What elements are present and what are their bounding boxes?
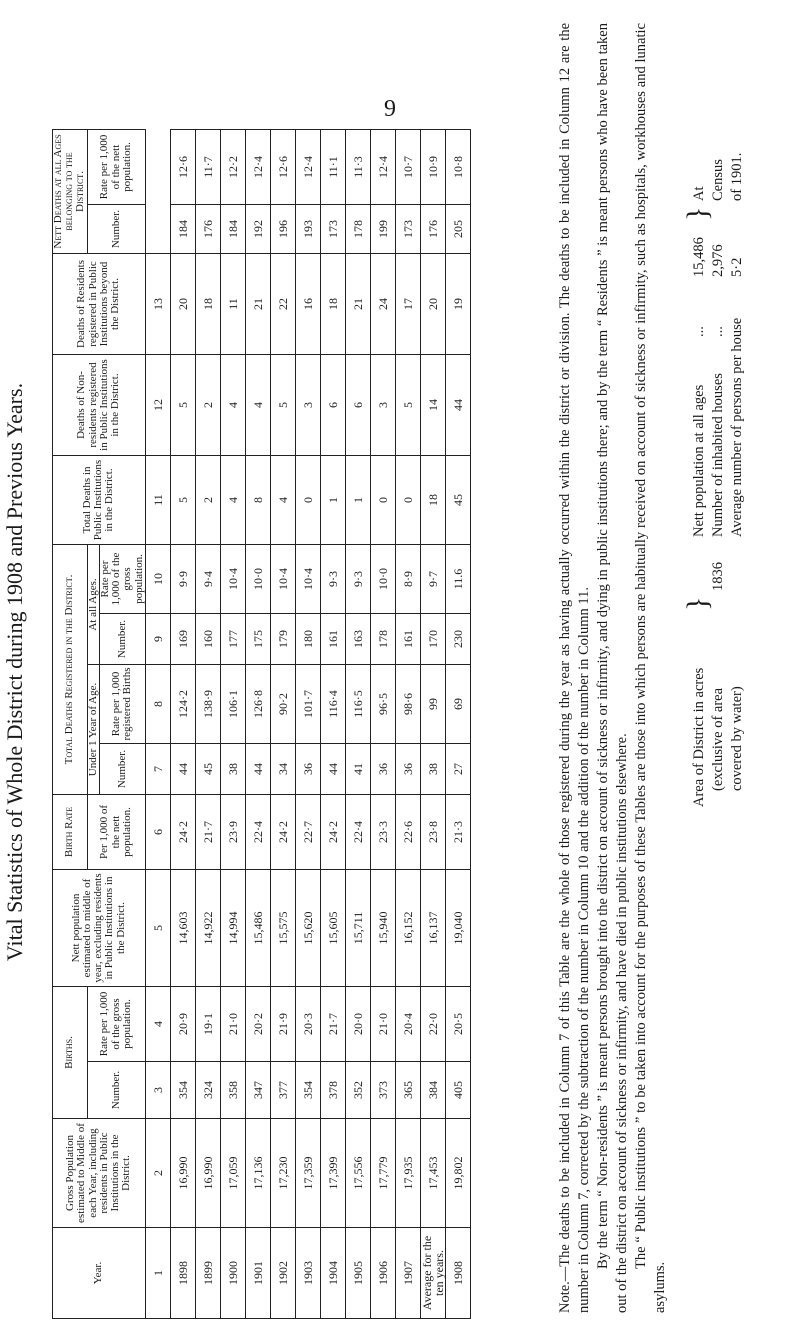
residents-beyond-cell: 19 — [446, 254, 471, 355]
nett-population-cell: 14,922 — [195, 870, 220, 987]
nett-death-rate-cell: 12·2 — [220, 130, 245, 205]
area-value: 1836 — [710, 562, 726, 591]
birth-rate-gross-cell: 20·4 — [395, 987, 420, 1062]
header-nett-population: Nett population estimated to middle of year, excluding residents in Public Institutions in the District. — [53, 870, 146, 987]
institution-deaths-cell: 2 — [195, 456, 220, 545]
nett-death-rate-cell: 12·4 — [245, 130, 270, 205]
nett-pop-dots: ... — [691, 326, 707, 337]
header-year: Year. — [53, 1228, 146, 1319]
area-sub1: (exclusive of area — [710, 687, 726, 791]
birth-rate-gross-cell: 21·0 — [220, 987, 245, 1062]
nett-deaths-cell: 199 — [370, 205, 395, 254]
births-cell: 378 — [320, 1062, 345, 1119]
institution-deaths-cell: 4 — [220, 456, 245, 545]
nett-deaths-cell: 184 — [170, 205, 195, 254]
header-total-deaths-group: Total Deaths Registered in the District. — [53, 545, 88, 795]
table-row — [245, 130, 270, 1319]
residents-beyond-cell: 18 — [320, 254, 345, 355]
non-resident-deaths-cell: 4 — [220, 355, 245, 456]
births-cell: 352 — [345, 1062, 370, 1119]
residents-beyond-cell: 21 — [245, 254, 270, 355]
table-row — [446, 130, 471, 1319]
houses-dots: ... — [710, 326, 726, 337]
gross-population-cell: 17,059 — [220, 1119, 245, 1228]
all-ages-rate-cell: 9·7 — [420, 545, 445, 614]
birth-rate-nett-cell: 21·7 — [195, 795, 220, 870]
column-number: 9 — [145, 614, 170, 665]
birth-rate-gross-cell: 20·9 — [170, 987, 195, 1062]
birth-rate-gross-cell: 20·2 — [245, 987, 270, 1062]
residents-beyond-cell: 22 — [270, 254, 295, 355]
under-one-deaths-cell: 44 — [170, 744, 195, 795]
all-ages-deaths-cell: 179 — [270, 614, 295, 665]
note-text-1: The deaths to be included in Column 7 of this Table are the whole of those registered during the year as having actually occurred within the district or division. The deaths to be included in Column 12 are the number in Column 7, corrected by the subtraction of the number in Column 10 and the addition of the number in Column 11. — [557, 23, 592, 1313]
non-resident-deaths-cell: 6 — [320, 355, 345, 456]
table-row — [220, 130, 245, 1319]
year-cell: 1900 — [220, 1228, 245, 1319]
all-ages-deaths-cell: 169 — [170, 614, 195, 665]
nett-population-cell: 16,137 — [420, 870, 445, 987]
table-row — [395, 130, 420, 1319]
gross-population-cell: 17,230 — [270, 1119, 295, 1228]
residents-beyond-cell: 16 — [295, 254, 320, 355]
all-ages-rate-cell: 11.6 — [446, 545, 471, 614]
all-ages-deaths-cell: 175 — [245, 614, 270, 665]
all-ages-rate-cell: 9·3 — [345, 545, 370, 614]
non-resident-deaths-cell: 3 — [370, 355, 395, 456]
residents-beyond-cell: 17 — [395, 254, 420, 355]
nett-deaths-cell: 196 — [270, 205, 295, 254]
nett-death-rate-cell: 10·8 — [446, 130, 471, 205]
header-non-residents: Deaths of Non-residents registered in Public Institutions in the District. — [53, 355, 146, 456]
year-cell: 1898 — [170, 1228, 195, 1319]
header-all-ages: At all Ages. — [87, 545, 99, 665]
gross-population-cell: 16,990 — [170, 1119, 195, 1228]
birth-rate-nett-cell: 22·6 — [395, 795, 420, 870]
gross-population-cell: 17,136 — [245, 1119, 270, 1228]
birth-rate-gross-cell: 20·5 — [446, 987, 471, 1062]
column-number: 4 — [145, 987, 170, 1062]
header-residents-beyond: Deaths of Residents registered in Public Institutions beyond the District. — [53, 254, 146, 355]
births-cell: 373 — [370, 1062, 395, 1119]
year-cell: 1901 — [245, 1228, 270, 1319]
gross-population-cell: 16,990 — [195, 1119, 220, 1228]
non-resident-deaths-cell: 3 — [295, 355, 320, 456]
nett-death-rate-cell: 12·4 — [370, 130, 395, 205]
all-ages-deaths-cell: 163 — [345, 614, 370, 665]
all-ages-rate-cell: 9·4 — [195, 545, 220, 614]
page-number: 9 — [384, 96, 396, 122]
nett-death-rate-cell: 12·4 — [295, 130, 320, 205]
under-one-rate-cell: 101·7 — [295, 665, 320, 744]
institution-deaths-cell: 8 — [245, 456, 270, 545]
all-ages-rate-cell: 9·9 — [170, 545, 195, 614]
table-row — [195, 130, 220, 1319]
nett-deaths-cell: 193 — [295, 205, 320, 254]
nett-deaths-cell: 176 — [195, 205, 220, 254]
under-one-rate-cell: 98·6 — [395, 665, 420, 744]
avg-value: 5·2 — [729, 257, 745, 277]
table-row — [345, 130, 370, 1319]
table-summary — [420, 130, 470, 1319]
table-row — [170, 130, 195, 1319]
under-one-rate-cell: 69 — [446, 665, 471, 744]
institution-deaths-cell: 18 — [420, 456, 445, 545]
houses-label: Number of inhabited houses — [710, 373, 726, 537]
nett-deaths-cell: 176 — [420, 205, 445, 254]
under-one-rate-cell: 116·4 — [320, 665, 345, 744]
area-brace: } — [681, 596, 714, 611]
header-nett-deaths-rate: Rate per 1,000 of the nett population. — [87, 130, 145, 205]
institution-deaths-cell: 0 — [395, 456, 420, 545]
year-cell: 1907 — [395, 1228, 420, 1319]
birth-rate-nett-cell: 24·2 — [170, 795, 195, 870]
census-label-2: Census — [710, 159, 726, 201]
gross-population-cell: 17,779 — [370, 1119, 395, 1228]
non-resident-deaths-cell: 5 — [395, 355, 420, 456]
nett-pop-label: Nett population at all ages — [691, 384, 707, 537]
nett-population-cell: 14,994 — [220, 870, 245, 987]
birth-rate-gross-cell: 22·0 — [420, 987, 445, 1062]
year-cell: 1903 — [295, 1228, 320, 1319]
year-cell: 1908 — [446, 1228, 471, 1319]
residents-beyond-cell: 11 — [220, 254, 245, 355]
under-one-rate-cell: 126·8 — [245, 665, 270, 744]
header-nett-deaths-number: Number. — [87, 205, 145, 254]
header-deaths-institutions: Total Deaths in Public Institutions in the District. — [53, 456, 146, 545]
all-ages-rate-cell: 10·0 — [245, 545, 270, 614]
nett-deaths-cell: 205 — [446, 205, 471, 254]
nett-death-rate-cell: 12·6 — [170, 130, 195, 205]
header-birth-rate-group: Birth Rate — [53, 795, 88, 870]
houses-value: 2,976 — [710, 244, 726, 277]
header-gross-population: Gross Population estimated to Middle of each Year, including residents in Public Institutions in the District. — [53, 1119, 146, 1228]
nett-pop-value: 15,486 — [691, 237, 707, 277]
births-cell: 377 — [270, 1062, 295, 1119]
year-cell: 1899 — [195, 1228, 220, 1319]
all-ages-deaths-cell: 161 — [320, 614, 345, 665]
under-one-deaths-cell: 45 — [195, 744, 220, 795]
institution-deaths-cell: 1 — [345, 456, 370, 545]
nett-population-cell: 15,620 — [295, 870, 320, 987]
nett-death-rate-cell: 10·9 — [420, 130, 445, 205]
nett-death-rate-cell: 11·7 — [195, 130, 220, 205]
area-sub2: covered by water) — [729, 686, 745, 791]
under-one-rate-cell: 99 — [420, 665, 445, 744]
under-one-deaths-cell: 36 — [395, 744, 420, 795]
gross-population-cell: 17,935 — [395, 1119, 420, 1228]
all-ages-deaths-cell: 178 — [370, 614, 395, 665]
residents-beyond-cell: 20 — [170, 254, 195, 355]
under-one-rate-cell: 124·2 — [170, 665, 195, 744]
nett-population-cell: 15,575 — [270, 870, 295, 987]
under-one-rate-cell: 116·5 — [345, 665, 370, 744]
vital-statistics-table — [52, 129, 471, 1319]
birth-rate-nett-cell: 22·7 — [295, 795, 320, 870]
nett-population-cell: 15,486 — [245, 870, 270, 987]
births-cell: 354 — [295, 1062, 320, 1119]
under-one-deaths-cell: 41 — [345, 744, 370, 795]
under-one-rate-cell: 106·1 — [220, 665, 245, 744]
non-resident-deaths-cell: 14 — [420, 355, 445, 456]
census-label-3: of 1901. — [729, 152, 745, 201]
nett-population-cell: 15,711 — [345, 870, 370, 987]
birth-rate-nett-cell: 23·8 — [420, 795, 445, 870]
birth-rate-gross-cell: 21·7 — [320, 987, 345, 1062]
births-cell: 358 — [220, 1062, 245, 1119]
gross-population-cell: 17,556 — [345, 1119, 370, 1228]
header-birth-rate: Per 1,000 of the nett population. — [87, 795, 145, 870]
birth-rate-gross-cell: 20·0 — [345, 987, 370, 1062]
all-ages-rate-cell: 10·4 — [270, 545, 295, 614]
institution-deaths-cell: 0 — [295, 456, 320, 545]
nett-population-cell: 15,940 — [370, 870, 395, 987]
birth-rate-nett-cell: 21·3 — [446, 795, 471, 870]
column-number: 3 — [145, 1062, 170, 1119]
gross-population-cell: 19,802 — [446, 1119, 471, 1228]
all-ages-deaths-cell: 160 — [195, 614, 220, 665]
year-cell: 1904 — [320, 1228, 345, 1319]
non-resident-deaths-cell: 5 — [170, 355, 195, 456]
gross-population-cell: 17,359 — [295, 1119, 320, 1228]
birth-rate-gross-cell: 21·0 — [370, 987, 395, 1062]
institution-deaths-cell: 1 — [320, 456, 345, 545]
all-ages-rate-cell: 8·9 — [395, 545, 420, 614]
births-cell: 365 — [395, 1062, 420, 1119]
table-row — [320, 130, 345, 1319]
column-number: 5 — [145, 870, 170, 987]
births-cell: 405 — [446, 1062, 471, 1119]
table-body — [170, 130, 420, 1319]
note-paragraph-1 — [556, 23, 594, 1313]
column-number: 11 — [145, 456, 170, 545]
nett-population-cell: 19,040 — [446, 870, 471, 987]
column-number: 13 — [145, 254, 170, 355]
under-one-rate-cell: 90·2 — [270, 665, 295, 744]
residents-beyond-cell: 20 — [420, 254, 445, 355]
nett-deaths-cell: 178 — [345, 205, 370, 254]
column-number: 8 — [145, 665, 170, 744]
birth-rate-gross-cell: 19·1 — [195, 987, 220, 1062]
header-nett-deaths-group: Nett Deaths at all Ages belonging to the District. — [53, 130, 88, 254]
header-all-ages-rate: Rate per 1,000 of the gross population. — [99, 545, 145, 614]
residents-beyond-cell: 18 — [195, 254, 220, 355]
column-number: 2 — [145, 1119, 170, 1228]
nett-death-rate-cell: 12·6 — [270, 130, 295, 205]
all-ages-deaths-cell: 177 — [220, 614, 245, 665]
institution-deaths-cell: 5 — [170, 456, 195, 545]
table-row — [295, 130, 320, 1319]
year-cell: Average for the ten years. — [420, 1228, 445, 1319]
births-cell: 347 — [245, 1062, 270, 1119]
note-paragraph-2: By the term “ Non-residents ” is meant persons brought into the district on account of sickness or infirmity, and dying in public institutions there; and by the term “ Residents ” is meant persons who have been taken out of the district on account of sickness or infirmity, and have died in public institutions elsewhere. — [595, 23, 630, 1313]
all-ages-rate-cell: 9·3 — [320, 545, 345, 614]
nett-death-rate-cell: 11·1 — [320, 130, 345, 205]
all-ages-deaths-cell: 161 — [395, 614, 420, 665]
column-number: 12 — [145, 355, 170, 456]
header-under-one-rate: Rate per 1,000 registered Births — [99, 665, 145, 744]
all-ages-rate-cell: 10·4 — [295, 545, 320, 614]
gross-population-cell: 17,399 — [320, 1119, 345, 1228]
institution-deaths-cell: 45 — [446, 456, 471, 545]
nett-deaths-cell: 173 — [320, 205, 345, 254]
under-one-deaths-cell: 27 — [446, 744, 471, 795]
column-number: 10 — [145, 545, 170, 614]
under-one-deaths-cell: 36 — [295, 744, 320, 795]
institution-deaths-cell: 4 — [270, 456, 295, 545]
table-row — [270, 130, 295, 1319]
note-paragraph-3: The “ Public institutions ” to be taken into account for the purposes of these Tables are those into which persons are habitually received on account of sickness or infirmity, such as hospitals, workhouses and lunatic asylums. — [633, 23, 668, 1313]
non-resident-deaths-cell: 4 — [245, 355, 270, 456]
column-number: 6 — [145, 795, 170, 870]
nett-deaths-cell: 192 — [245, 205, 270, 254]
column-number: 7 — [145, 744, 170, 795]
birth-rate-nett-cell: 23·9 — [220, 795, 245, 870]
year-cell: 1905 — [345, 1228, 370, 1319]
year-cell: 1906 — [370, 1228, 395, 1319]
residents-beyond-cell: 21 — [345, 254, 370, 355]
under-one-deaths-cell: 34 — [270, 744, 295, 795]
all-ages-deaths-cell: 230 — [446, 614, 471, 665]
under-one-deaths-cell: 36 — [370, 744, 395, 795]
residents-beyond-cell: 24 — [370, 254, 395, 355]
census-brace: } — [681, 206, 714, 221]
page-title: Vital Statistics of Whole District during 1908 and Previous Years. — [2, 382, 27, 962]
header-under-one-number: Number. — [99, 744, 145, 795]
births-cell: 354 — [170, 1062, 195, 1119]
non-resident-deaths-cell: 44 — [446, 355, 471, 456]
area-row — [690, 668, 709, 807]
all-ages-rate-cell: 10·0 — [370, 545, 395, 614]
births-cell: 324 — [195, 1062, 220, 1119]
birth-rate-nett-cell: 23·3 — [370, 795, 395, 870]
under-one-rate-cell: 96·5 — [370, 665, 395, 744]
header-births-group: Births. — [53, 987, 88, 1119]
note-label: Note.— — [557, 1266, 573, 1313]
birth-rate-gross-cell: 21·9 — [270, 987, 295, 1062]
nett-death-rate-cell: 10·7 — [395, 130, 420, 205]
birth-rate-nett-cell: 24·2 — [320, 795, 345, 870]
column-number-row — [145, 130, 170, 1319]
avg-label: Average number of persons per house — [729, 317, 745, 537]
births-cell: 384 — [420, 1062, 445, 1119]
under-one-deaths-cell: 44 — [320, 744, 345, 795]
non-resident-deaths-cell: 5 — [270, 355, 295, 456]
census-label-1: At — [691, 186, 707, 201]
nett-deaths-cell: 173 — [395, 205, 420, 254]
gross-population-cell: 17,453 — [420, 1119, 445, 1228]
year-cell: 1902 — [270, 1228, 295, 1319]
under-one-deaths-cell: 44 — [245, 744, 270, 795]
nett-population-cell: 16,152 — [395, 870, 420, 987]
non-resident-deaths-cell: 2 — [195, 355, 220, 456]
institution-deaths-cell: 0 — [370, 456, 395, 545]
header-births-number: Number. — [87, 1062, 145, 1119]
notes-block — [556, 23, 670, 1313]
column-number: 1 — [145, 1228, 170, 1319]
all-ages-deaths-cell: 180 — [295, 614, 320, 665]
under-one-deaths-cell: 38 — [220, 744, 245, 795]
all-ages-rate-cell: 10·4 — [220, 545, 245, 614]
non-resident-deaths-cell: 6 — [345, 355, 370, 456]
birth-rate-nett-cell: 22·4 — [245, 795, 270, 870]
header-under-one: Under 1 Year of Age. — [87, 665, 99, 795]
birth-rate-nett-cell: 22·4 — [345, 795, 370, 870]
birth-rate-gross-cell: 20·3 — [295, 987, 320, 1062]
nett-death-rate-cell: 11·3 — [345, 130, 370, 205]
nett-deaths-cell: 184 — [220, 205, 245, 254]
table-row — [370, 130, 395, 1319]
birth-rate-nett-cell: 24·2 — [270, 795, 295, 870]
header-births-rate: Rate per 1,000 of the gross population. — [87, 987, 145, 1062]
area-label: Area of District in acres — [691, 667, 707, 807]
under-one-rate-cell: 138·9 — [195, 665, 220, 744]
nett-population-cell: 14,603 — [170, 870, 195, 987]
nett-population-cell: 15,605 — [320, 870, 345, 987]
all-ages-deaths-cell: 170 — [420, 614, 445, 665]
under-one-deaths-cell: 38 — [420, 744, 445, 795]
table-row — [420, 130, 445, 1319]
header-all-ages-number: Number. — [99, 614, 145, 665]
